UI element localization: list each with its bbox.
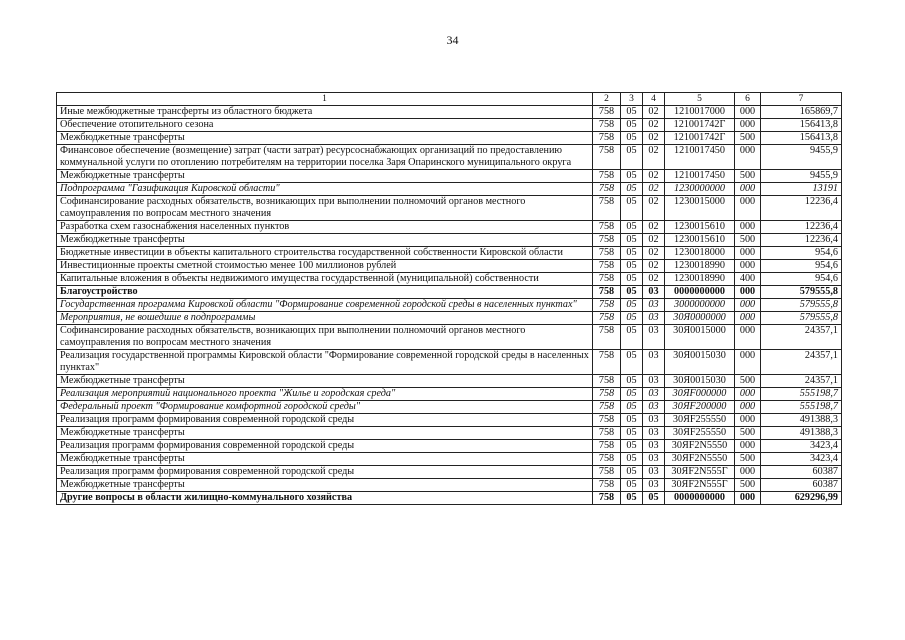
subsection-cell: 02 [643,247,665,260]
section-cell: 05 [621,132,643,145]
expense-type-cell: 500 [735,234,761,247]
budget-table [56,92,842,505]
subsection-cell: 03 [643,440,665,453]
target-article-cell: 0000000000 [665,492,735,505]
table-header-row [57,93,842,106]
grbs-cell: 758 [593,479,621,492]
expense-type-cell: 000 [735,183,761,196]
grbs-cell: 758 [593,440,621,453]
table-row [57,260,842,273]
target-article-cell: 1230018990 [665,260,735,273]
target-article-cell: 1230015610 [665,221,735,234]
table-row [57,132,842,145]
table-row [57,453,842,466]
target-article-cell: 30ЯF000000 [665,388,735,401]
amount-cell: 954,6 [761,260,842,273]
amount-cell: 629296,99 [761,492,842,505]
target-article-cell: 1210017000 [665,106,735,119]
grbs-cell: 758 [593,221,621,234]
amount-cell: 491388,3 [761,427,842,440]
section-cell: 05 [621,119,643,132]
table-row [57,466,842,479]
grbs-cell: 758 [593,145,621,170]
amount-cell: 12236,4 [761,234,842,247]
row-name-cell: Межбюджетные трансферты [57,132,593,145]
grbs-cell: 758 [593,247,621,260]
target-article-cell: 1210017450 [665,145,735,170]
row-name-cell: Софинансирование расходных обязательств, возникающих при выполнении полномочий органов местного самоуправления по вопросам местного значения [57,325,593,350]
table-row [57,247,842,260]
header-cell: 5 [665,93,735,106]
target-article-cell: 30Я0015030 [665,350,735,375]
section-cell: 05 [621,260,643,273]
table-row [57,299,842,312]
header-cell: 7 [761,93,842,106]
grbs-cell: 758 [593,286,621,299]
table-row [57,492,842,505]
row-name-cell: Федеральный проект "Формирование комфортной городской среды" [57,401,593,414]
section-cell: 05 [621,388,643,401]
row-name-cell: Межбюджетные трансферты [57,234,593,247]
subsection-cell: 03 [643,414,665,427]
section-cell: 05 [621,299,643,312]
row-name-cell: Иные межбюджетные трансферты из областного бюджета [57,106,593,119]
row-name-cell: Реализация программ формирования современной городской среды [57,466,593,479]
target-article-cell: 1230015610 [665,234,735,247]
target-article-cell: 3000000000 [665,299,735,312]
amount-cell: 954,6 [761,247,842,260]
row-name-cell: Реализация государственной программы Кировской области "Формирование современной городской среды в населенных пунктах" [57,350,593,375]
section-cell: 05 [621,221,643,234]
table-row [57,325,842,350]
section-cell: 05 [621,453,643,466]
section-cell: 05 [621,286,643,299]
subsection-cell: 03 [643,286,665,299]
grbs-cell: 758 [593,375,621,388]
row-name-cell: Государственная программа Кировской области "Формирование современной городской среды в населенных пунктах" [57,299,593,312]
subsection-cell: 03 [643,325,665,350]
table-row [57,350,842,375]
row-name-cell: Подпрограмма "Газификация Кировской области" [57,183,593,196]
amount-cell: 156413,8 [761,119,842,132]
amount-cell: 165869,7 [761,106,842,119]
row-name-cell: Благоустройство [57,286,593,299]
section-cell: 05 [621,350,643,375]
table-row [57,440,842,453]
amount-cell: 555198,7 [761,401,842,414]
subsection-cell: 05 [643,492,665,505]
section-cell: 05 [621,312,643,325]
grbs-cell: 758 [593,466,621,479]
section-cell: 05 [621,440,643,453]
table-row [57,196,842,221]
grbs-cell: 758 [593,170,621,183]
target-article-cell: 30ЯF200000 [665,401,735,414]
grbs-cell: 758 [593,196,621,221]
grbs-cell: 758 [593,388,621,401]
section-cell: 05 [621,427,643,440]
amount-cell: 491388,3 [761,414,842,427]
header-cell: 2 [593,93,621,106]
table-row [57,234,842,247]
amount-cell: 24357,1 [761,350,842,375]
subsection-cell: 02 [643,221,665,234]
target-article-cell: 121001742Г [665,132,735,145]
row-name-cell: Реализация программ формирования современной городской среды [57,440,593,453]
target-article-cell: 0000000000 [665,286,735,299]
target-article-cell: 1230018990 [665,273,735,286]
table-row [57,401,842,414]
header-cell: 4 [643,93,665,106]
subsection-cell: 03 [643,401,665,414]
expense-type-cell: 500 [735,375,761,388]
amount-cell: 579555,8 [761,286,842,299]
section-cell: 05 [621,492,643,505]
subsection-cell: 02 [643,132,665,145]
row-name-cell: Реализация программ формирования современной городской среды [57,414,593,427]
amount-cell: 3423,4 [761,453,842,466]
subsection-cell: 03 [643,312,665,325]
amount-cell: 12236,4 [761,196,842,221]
subsection-cell: 03 [643,479,665,492]
row-name-cell: Межбюджетные трансферты [57,427,593,440]
expense-type-cell: 000 [735,401,761,414]
amount-cell: 579555,8 [761,299,842,312]
row-name-cell: Финансовое обеспечение (возмещение) затрат (части затрат) ресурсоснабжающих организаций по предоставлению коммунальной услуги по отоплению потребителям на территории поселка Заря Опаринского муниципального округа [57,145,593,170]
grbs-cell: 758 [593,273,621,286]
subsection-cell: 03 [643,453,665,466]
section-cell: 05 [621,170,643,183]
row-name-cell: Реализация мероприятий национального проекта "Жилье и городская среда" [57,388,593,401]
target-article-cell: 1210017450 [665,170,735,183]
target-article-cell: 30ЯF2N5550 [665,440,735,453]
grbs-cell: 758 [593,234,621,247]
grbs-cell: 758 [593,427,621,440]
amount-cell: 579555,8 [761,312,842,325]
expense-type-cell: 000 [735,466,761,479]
section-cell: 05 [621,479,643,492]
expense-type-cell: 000 [735,492,761,505]
section-cell: 05 [621,375,643,388]
amount-cell: 60387 [761,479,842,492]
expense-type-cell: 000 [735,247,761,260]
amount-cell: 24357,1 [761,325,842,350]
header-cell: 6 [735,93,761,106]
header-cell: 1 [57,93,593,106]
subsection-cell: 03 [643,427,665,440]
subsection-cell: 02 [643,196,665,221]
row-name-cell: Мероприятия, не вошедшие в подпрограммы [57,312,593,325]
amount-cell: 60387 [761,466,842,479]
target-article-cell: 121001742Г [665,119,735,132]
section-cell: 05 [621,183,643,196]
section-cell: 05 [621,247,643,260]
grbs-cell: 758 [593,299,621,312]
expense-type-cell: 000 [735,196,761,221]
target-article-cell: 1230000000 [665,183,735,196]
target-article-cell: 1230015000 [665,196,735,221]
table-row [57,273,842,286]
table-row [57,375,842,388]
row-name-cell: Бюджетные инвестиции в объекты капитального строительства государственной собственности Кировской области [57,247,593,260]
expense-type-cell: 000 [735,260,761,273]
expense-type-cell: 000 [735,286,761,299]
subsection-cell: 02 [643,273,665,286]
target-article-cell: 30ЯF2N555Г [665,479,735,492]
grbs-cell: 758 [593,453,621,466]
row-name-cell: Инвестиционные проекты сметной стоимостью менее 100 миллионов рублей [57,260,593,273]
amount-cell: 156413,8 [761,132,842,145]
section-cell: 05 [621,401,643,414]
section-cell: 05 [621,273,643,286]
grbs-cell: 758 [593,492,621,505]
amount-cell: 24357,1 [761,375,842,388]
expense-type-cell: 400 [735,273,761,286]
section-cell: 05 [621,106,643,119]
table-row [57,119,842,132]
amount-cell: 13191 [761,183,842,196]
target-article-cell: 30Я0000000 [665,312,735,325]
subsection-cell: 03 [643,466,665,479]
expense-type-cell: 500 [735,170,761,183]
page-number: 34 [446,33,459,47]
section-cell: 05 [621,414,643,427]
table-row [57,183,842,196]
expense-type-cell: 000 [735,299,761,312]
subsection-cell: 02 [643,183,665,196]
expense-type-cell: 000 [735,440,761,453]
grbs-cell: 758 [593,325,621,350]
grbs-cell: 758 [593,132,621,145]
subsection-cell: 02 [643,170,665,183]
row-name-cell: Межбюджетные трансферты [57,375,593,388]
grbs-cell: 758 [593,401,621,414]
grbs-cell: 758 [593,106,621,119]
expense-type-cell: 500 [735,427,761,440]
row-name-cell: Межбюджетные трансферты [57,170,593,183]
amount-cell: 3423,4 [761,440,842,453]
table-row [57,414,842,427]
section-cell: 05 [621,196,643,221]
section-cell: 05 [621,466,643,479]
grbs-cell: 758 [593,119,621,132]
expense-type-cell: 500 [735,453,761,466]
amount-cell: 9455,9 [761,170,842,183]
table-row [57,388,842,401]
subsection-cell: 03 [643,375,665,388]
target-article-cell: 30ЯF2N555Г [665,466,735,479]
amount-cell: 954,6 [761,273,842,286]
target-article-cell: 1230018000 [665,247,735,260]
table-row [57,221,842,234]
subsection-cell: 02 [643,119,665,132]
target-article-cell: 30ЯF255550 [665,414,735,427]
table-row [57,427,842,440]
subsection-cell: 03 [643,350,665,375]
grbs-cell: 758 [593,414,621,427]
expense-type-cell: 000 [735,221,761,234]
row-name-cell: Межбюджетные трансферты [57,453,593,466]
row-name-cell: Межбюджетные трансферты [57,479,593,492]
table-row [57,312,842,325]
section-cell: 05 [621,145,643,170]
target-article-cell: 30Я0015030 [665,375,735,388]
amount-cell: 9455,9 [761,145,842,170]
section-cell: 05 [621,325,643,350]
grbs-cell: 758 [593,350,621,375]
row-name-cell: Капитальные вложения в объекты недвижимого имущества государственной (муниципальной) собственности [57,273,593,286]
expense-type-cell: 000 [735,388,761,401]
expense-type-cell: 000 [735,414,761,427]
row-name-cell: Разработка схем газоснабжения населенных пунктов [57,221,593,234]
expense-type-cell: 500 [735,132,761,145]
target-article-cell: 30Я0015000 [665,325,735,350]
target-article-cell: 30ЯF255550 [665,427,735,440]
expense-type-cell: 500 [735,479,761,492]
subsection-cell: 03 [643,388,665,401]
row-name-cell: Софинансирование расходных обязательств, возникающих при выполнении полномочий органов местного самоуправления по вопросам местного значения [57,196,593,221]
section-cell: 05 [621,234,643,247]
table-row [57,145,842,170]
grbs-cell: 758 [593,312,621,325]
header-cell: 3 [621,93,643,106]
subsection-cell: 03 [643,299,665,312]
subsection-cell: 02 [643,260,665,273]
row-name-cell: Другие вопросы в области жилищно-коммунального хозяйства [57,492,593,505]
table-row [57,170,842,183]
expense-type-cell: 000 [735,312,761,325]
grbs-cell: 758 [593,260,621,273]
table-row [57,106,842,119]
expense-type-cell: 000 [735,106,761,119]
amount-cell: 12236,4 [761,221,842,234]
row-name-cell: Обеспечение отопительного сезона [57,119,593,132]
grbs-cell: 758 [593,183,621,196]
expense-type-cell: 000 [735,119,761,132]
table-row [57,479,842,492]
expense-type-cell: 000 [735,350,761,375]
table-row [57,286,842,299]
subsection-cell: 02 [643,145,665,170]
amount-cell: 555198,7 [761,388,842,401]
target-article-cell: 30ЯF2N5550 [665,453,735,466]
expense-type-cell: 000 [735,145,761,170]
expense-type-cell: 000 [735,325,761,350]
subsection-cell: 02 [643,106,665,119]
subsection-cell: 02 [643,234,665,247]
